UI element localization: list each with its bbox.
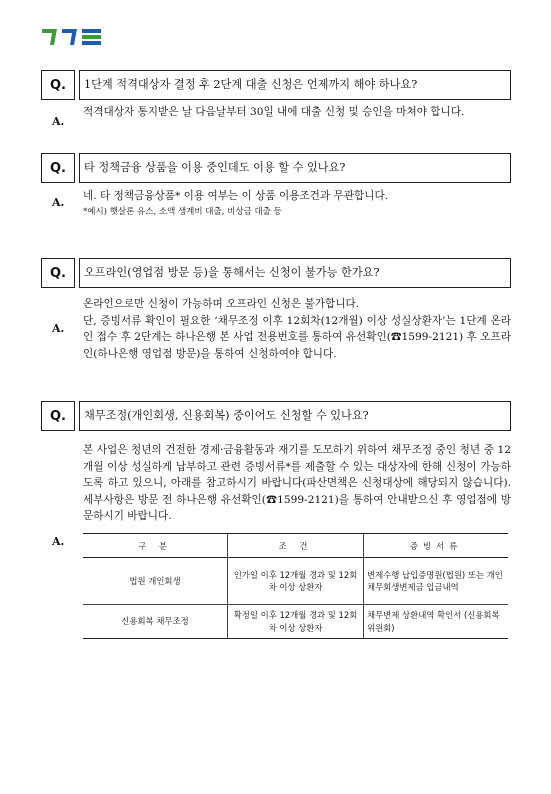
question-row-1 — [41, 70, 511, 100]
question-row-4 — [41, 401, 511, 431]
question-text: 오프라인(영업점 방문 등)을 통해서는 신청이 불가능 한가요? — [79, 258, 511, 288]
logo — [42, 26, 102, 48]
answer-text-1: 온라인으로만 신청이 가능하며 오프라인 신청은 불가합니다. — [83, 298, 360, 310]
eligibility-table — [83, 533, 508, 639]
table-cell-condition: 확정일 이후 12개월 경과 및 12회차 이상 상환자 — [228, 605, 364, 639]
table-cell-type: 신용회복 채무조정 — [83, 605, 228, 639]
answer-2 — [83, 188, 511, 218]
a-mark: A. — [52, 535, 65, 548]
answer-4 — [83, 442, 511, 525]
table-header: 조 건 — [228, 534, 364, 558]
table-header: 구 분 — [83, 534, 228, 558]
table-row — [83, 558, 508, 605]
table-row — [83, 605, 508, 639]
a-mark: A. — [52, 322, 65, 335]
question-text: 타 정책금융 상품을 이용 중인데도 이용 할 수 있나요? — [79, 153, 511, 183]
table-header: 증빙서류 — [364, 534, 509, 558]
q-mark: Q. — [41, 153, 75, 183]
q-mark: Q. — [41, 401, 75, 431]
a-mark: A. — [52, 196, 65, 209]
table-cell-docs: 변제수행 납입증명원(법원) 또는 개인채무회생변제금 입금내역 — [364, 558, 509, 605]
question-text: 1단계 적격대상자 결정 후 2단계 대출 신청은 언제까지 해야 하나요? — [79, 70, 511, 100]
answer-note: *예시) 햇살론 유스, 소액 생계비 대출, 비상금 대출 등 — [83, 206, 282, 217]
table-cell-docs: 채무변제 상환내역 확인서 (신용회복위원회) — [364, 605, 509, 639]
table-header-row — [83, 534, 508, 558]
answer-text: 본 사업은 청년의 건전한 경제·금융활동과 재기를 도모하기 위하여 채무조정 중인 청년 중 12개월 이상 성실하게 납부하고 관련 증빙서류*를 제출할 수 있는 대상자에 한해 신청이 가능하도록 하고 있으니, 아래를 참고하시기 바랍니다(파산면책은 신청대상에 해당되지 않습니다). 세부사항은 방문 전 하나은행 유선확인(☎1599-2121)을 통하여 안내받으신 후 영업점에 방문하시기 바랍니다. — [83, 444, 511, 522]
question-row-3 — [41, 258, 511, 288]
answer-text: 네. 타 정책금융상품* 이용 여부는 이 상품 이용조건과 무관합니다. — [83, 190, 389, 202]
answer-3 — [83, 296, 511, 362]
answer-1 — [83, 104, 511, 121]
a-mark: A. — [52, 115, 65, 128]
table-cell-type: 법원 개인회생 — [83, 558, 228, 605]
question-row-2 — [41, 153, 511, 183]
table-cell-condition: 인가일 이후 12개월 경과 및 12회차 이상 상환자 — [228, 558, 364, 605]
q-mark: Q. — [41, 258, 75, 288]
question-text: 채무조정(개인회생, 신용회복) 중이어도 신청할 수 있나요? — [79, 401, 511, 431]
q-mark: Q. — [41, 70, 75, 100]
answer-text: 적격대상자 통지받은 날 다음날부터 30일 내에 대출 신청 및 승인을 마쳐야 합니다. — [83, 106, 465, 118]
answer-text-2: 단, 증빙서류 확인이 필요한 ‘채무조정 이후 12회차(12개월) 이상 성실상환자’는 1단계 온라인 접수 후 2단계는 하나은행 본 사업 전용번호를 통하여 유선확인(☎1599-2121) 후 오프라인(하나은행 영업점 방문)을 통하여 신청하여야 합니다. — [83, 314, 511, 360]
